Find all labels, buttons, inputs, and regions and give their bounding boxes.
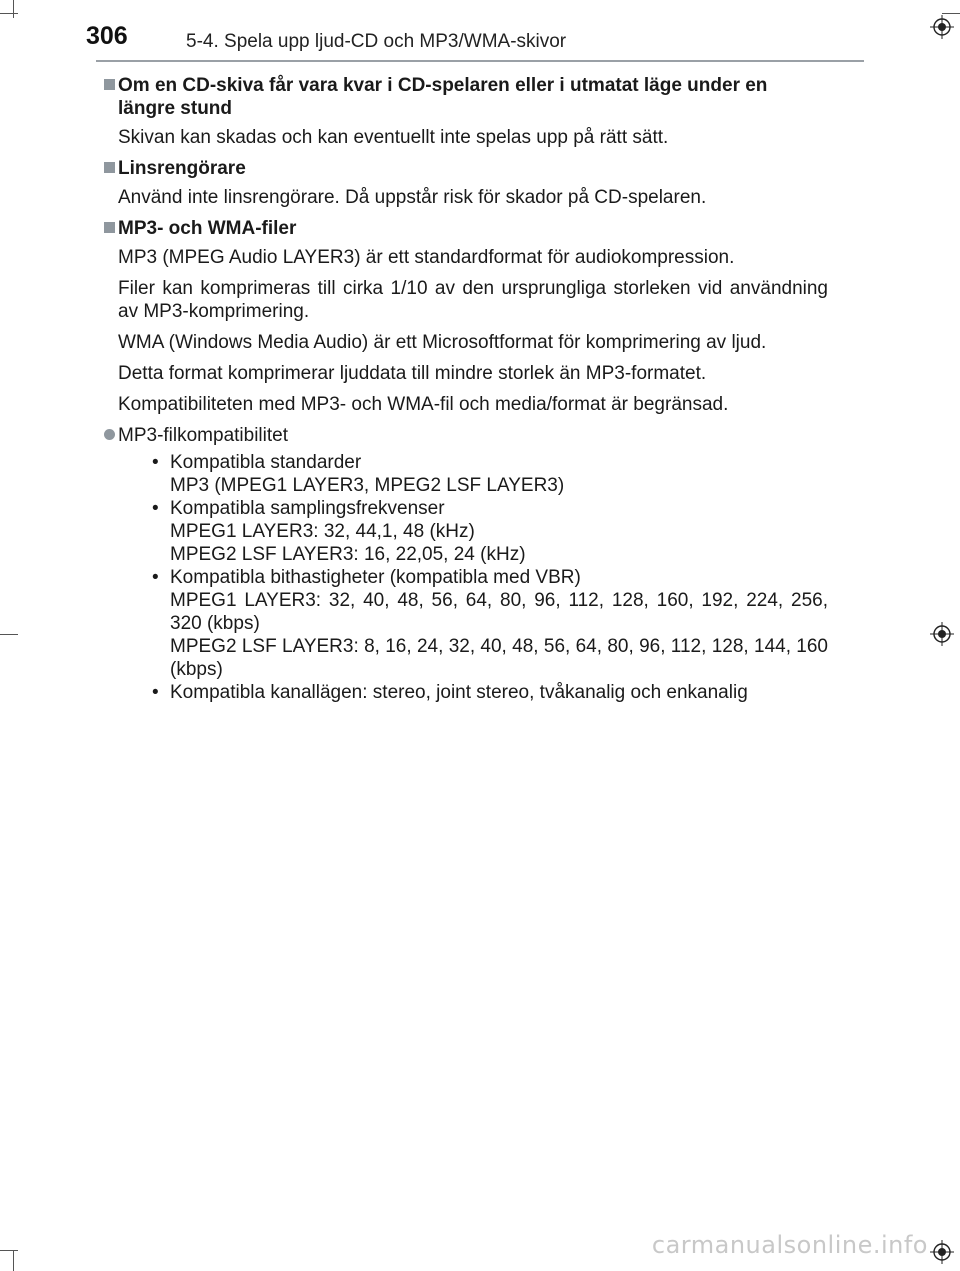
list-item-label: Kompatibla kanallägen: stereo, joint stereo, tvåkanalig och enkanalig: [170, 682, 748, 703]
header-rule: [96, 60, 864, 62]
paragraph: Använd inte linsrengörare. Då uppstår risk för skador på CD-spelaren.: [118, 187, 707, 208]
section-heading: [118, 157, 828, 180]
section-mp3-wma-files: [118, 217, 828, 704]
paragraph: Skivan kan skadas och kan eventuellt inte spelas upp på rätt sätt.: [118, 127, 669, 148]
circle-bullet-icon: [104, 429, 115, 440]
subsection-title: MP3-filkompatibilitet: [118, 425, 288, 446]
list-item-label: Kompatibla bithastigheter (kompatibla med VBR): [170, 567, 581, 588]
paragraph: Kompatibiliteten med MP3- och WMA-fil och media/format är begränsad.: [118, 394, 729, 415]
list-item-detail: MPEG1 LAYER3: 32, 44,1, 48 (kHz): [170, 521, 475, 542]
square-bullet-icon: [104, 79, 115, 90]
page-content: [118, 74, 828, 710]
section-title: Linsrengörare: [118, 158, 246, 179]
registration-mark-icon: [930, 1240, 954, 1264]
section-title: MP3- och WMA-filer: [118, 218, 297, 239]
paragraph: Filer kan komprimeras till cirka 1/10 av den ursprungliga storleken vid användning av MP3-komprimering.: [118, 278, 828, 322]
registration-mark-icon: [930, 622, 954, 646]
paragraph: Detta format komprimerar ljuddata till mindre storlek än MP3-formatet.: [118, 363, 707, 384]
subsection-heading: [118, 424, 828, 447]
list-item-label: Kompatibla standarder: [170, 452, 362, 473]
page-number: 306: [86, 22, 128, 50]
paragraph: MP3 (MPEG Audio LAYER3) är ett standardformat för audiokompression.: [118, 247, 735, 268]
list-item-detail: MPEG1 LAYER3: 32, 40, 48, 56, 64, 80, 96, 112, 128, 160, 192, 224, 256, 320 (kbps): [170, 590, 828, 634]
page-header: [0, 0, 960, 62]
watermark: carmanualsonline.info: [651, 1231, 928, 1259]
section-lens-cleaner: [118, 157, 828, 209]
list-item: [152, 451, 828, 497]
bullet-glyph: •: [152, 682, 159, 703]
list-item-detail: MPEG2 LSF LAYER3: 8, 16, 24, 32, 40, 48, 56, 64, 80, 96, 112, 128, 144, 160 (kbps): [170, 636, 828, 680]
crop-mark-mid-left-h: [0, 634, 18, 635]
section-heading: [118, 74, 828, 120]
subsection-mp3-compatibility: [118, 424, 828, 704]
bullet-glyph: •: [152, 567, 159, 588]
list-item-label: Kompatibla samplingsfrekvenser: [170, 498, 445, 519]
bullet-glyph: •: [152, 498, 159, 519]
list-item-detail: MPEG2 LSF LAYER3: 16, 22,05, 24 (kHz): [170, 544, 526, 565]
square-bullet-icon: [104, 222, 115, 233]
square-bullet-icon: [104, 162, 115, 173]
list-item: [152, 497, 828, 566]
compatibility-list: [152, 451, 828, 704]
section-cd-left-in-player: [118, 74, 828, 149]
section-title: Om en CD-skiva får vara kvar i CD-spelaren eller i utmatat läge under en längre stund: [118, 75, 768, 119]
paragraph: WMA (Windows Media Audio) är ett Microsoftformat för komprimering av ljud.: [118, 332, 767, 353]
bullet-glyph: •: [152, 452, 159, 473]
list-item-detail: MP3 (MPEG1 LAYER3, MPEG2 LSF LAYER3): [170, 475, 565, 496]
crop-mark-bottom-left-h: [0, 1250, 18, 1251]
crop-mark-bottom-left-v: [13, 1250, 14, 1271]
chapter-title: 5-4. Spela upp ljud-CD och MP3/WMA-skivor: [186, 31, 567, 52]
list-item: [152, 681, 828, 704]
list-item: [152, 566, 828, 681]
section-heading: [118, 217, 828, 240]
